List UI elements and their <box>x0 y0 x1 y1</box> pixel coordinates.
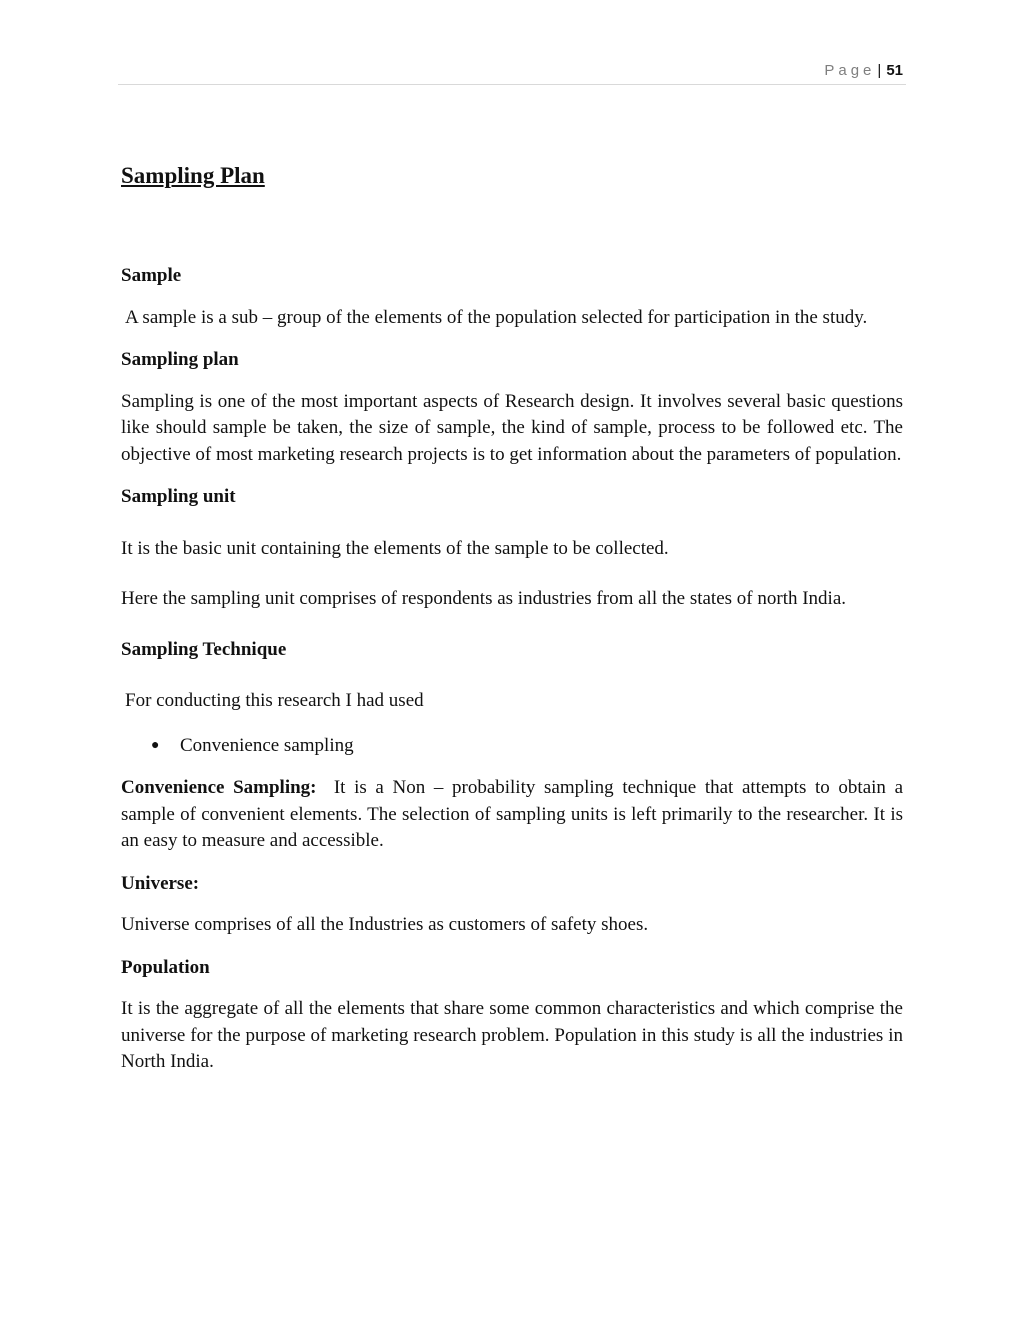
document-title: Sampling Plan <box>121 163 265 188</box>
sampling-unit-paragraph-2: Here the sampling unit comprises of respondents as industries from all the states of north India. <box>121 588 847 609</box>
population-heading: Population <box>121 956 210 978</box>
technique-list <box>121 733 903 760</box>
population-paragraph: It is the aggregate of all the elements that share some common characteristics and which comprise the universe for the purpose of marketing research problem. Population in this study is all the industries in North India. <box>121 998 903 1072</box>
sampling-unit-paragraph-1: It is the basic unit containing the elements of the sample to be collected. <box>121 537 669 559</box>
document-body <box>121 160 903 1092</box>
page-header <box>118 58 906 85</box>
sample-paragraph: A sample is a sub – group of the elements of the population selected for participation in the study. <box>125 306 868 328</box>
universe-heading: Universe: <box>121 872 200 894</box>
convenience-label: Convenience Sampling: <box>121 777 317 798</box>
page-separator: | <box>877 62 882 79</box>
bullet-icon: ● <box>151 737 160 753</box>
sampling-technique-heading: Sampling Technique <box>121 638 287 660</box>
sampling-technique-intro: For conducting this research I had used <box>125 690 424 711</box>
list-item <box>121 733 903 760</box>
universe-paragraph: Universe comprises of all the Industries as customers of safety shoes. <box>121 914 649 935</box>
sampling-plan-paragraph: Sampling is one of the most important aspects of Research design. It involves several basic questions like should sample be taken, the size of sample, the kind of sample, process to be followed etc. The objective of most marketing research projects is to get information about the parameters of population. <box>121 390 903 465</box>
sampling-plan-heading: Sampling plan <box>121 349 239 370</box>
convenience-text: It is a Non – probability sampling technique that attempts to obtain a sample of convenient elements. The selection of sampling units is left primarily to the researcher. It is an easy to measure and accessible. <box>121 777 903 851</box>
list-item-label: Convenience sampling <box>180 734 354 756</box>
sample-heading: Sample <box>121 265 182 286</box>
page-number: 51 <box>886 62 903 79</box>
convenience-paragraph <box>121 775 903 855</box>
page-label: Page <box>824 62 876 79</box>
sampling-unit-heading: Sampling unit <box>121 486 236 507</box>
